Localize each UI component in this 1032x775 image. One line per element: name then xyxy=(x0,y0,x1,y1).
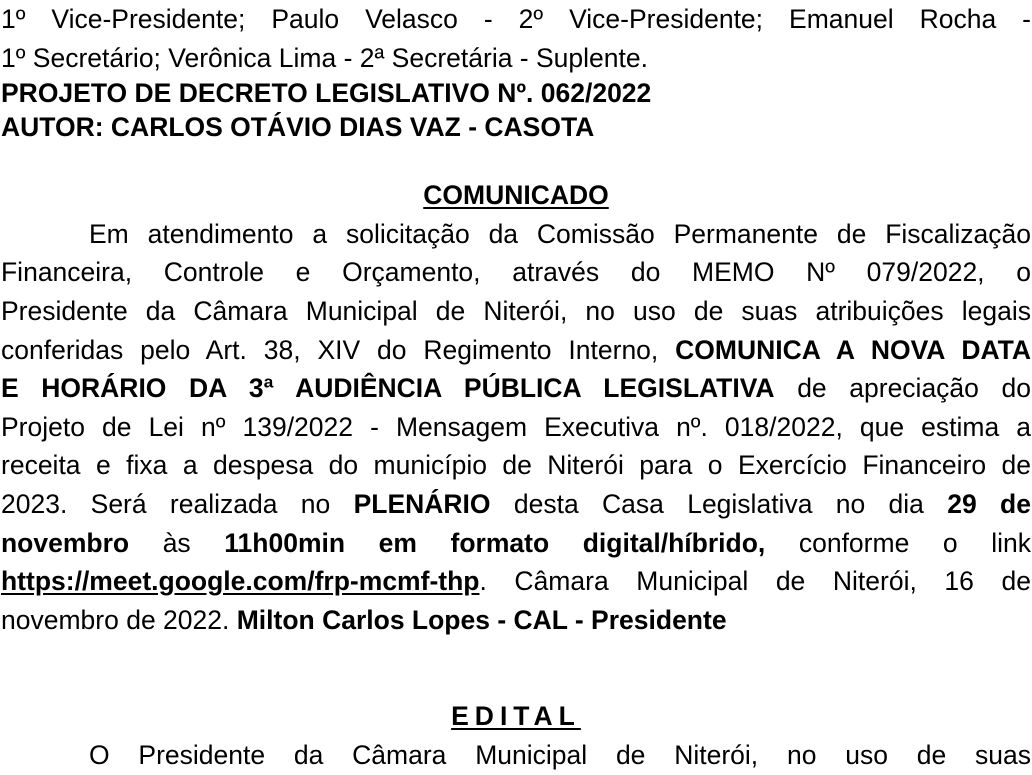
comunicado-text: desta Casa Legislativa no dia xyxy=(513,488,924,519)
comunicado-emphasis: novembro xyxy=(1,527,130,558)
comunicado-line-4 xyxy=(1,331,1031,370)
comunicado-title-row xyxy=(1,176,1031,215)
comunicado-emphasis: E HORÁRIO DA 3ª AUDIÊNCIA PÚBLICA LEGISLATIVA xyxy=(1,373,775,404)
edital-title-row xyxy=(1,697,1031,736)
comunicado-line-8 xyxy=(1,485,1031,524)
comunicado-title: COMUNICADO xyxy=(423,180,609,211)
comunicado-line-5 xyxy=(1,369,1031,408)
edital-title: EDITAL xyxy=(451,701,581,732)
author-heading: AUTOR: CARLOS OTÁVIO DIAS VAZ - CASOTA xyxy=(1,111,595,142)
comunicado-emphasis: COMUNICA A NOVA DATA xyxy=(675,334,1031,365)
signature-name: Milton Carlos Lopes - CAL - Presidente xyxy=(236,604,727,635)
comunicado-text: . Câmara Municipal de Niterói, 16 de xyxy=(479,566,1031,597)
comunicado-emphasis: 11h00min em formato digital/híbrido, xyxy=(224,527,766,558)
edital-line-1: O Presidente da Câmara Municipal de Niterói, no uso de suas xyxy=(89,739,1031,770)
comunicado-line-1: Em atendimento a solicitação da Comissão Permanente de Fiscalização xyxy=(89,218,1031,249)
comunicado-line-3: Presidente da Câmara Municipal de Niterói, no uso de suas atribuições legais xyxy=(1,295,1031,326)
comunicado-text: às xyxy=(162,527,191,558)
project-heading: PROJETO DE DECRETO LEGISLATIVO Nº. 062/2022 xyxy=(1,78,652,109)
header-line-2: 1º Secretário; Verônica Lima - 2ª Secretária - Suplente. xyxy=(1,42,648,73)
spacer xyxy=(1,639,1031,697)
comunicado-line-7: receita e fixa a despesa do município de Niterói para o Exercício Financeiro de xyxy=(1,450,1031,481)
comunicado-body xyxy=(1,215,1031,640)
comunicado-text: conferidas pelo Art. 38, XIV do Regimento Interno, xyxy=(1,334,659,365)
comunicado-text: de apreciação do xyxy=(797,373,1031,404)
comunicado-line-6: Projeto de Lei nº 139/2022 - Mensagem Executiva nº. 018/2022, que estima a xyxy=(1,411,1031,442)
comunicado-text: 2023. Será realizada no xyxy=(1,488,331,519)
comunicado-line-2: Financeira, Controle e Orçamento, através do MEMO Nº 079/2022, o xyxy=(1,257,1031,288)
comunicado-line-9 xyxy=(1,524,1031,563)
comunicado-emphasis: PLENÁRIO xyxy=(353,488,491,519)
spacer xyxy=(1,144,1031,176)
header-line-1: 1º Vice-Presidente; Paulo Velasco - 2º Vice-Presidente; Emanuel Rocha - xyxy=(1,4,1031,34)
comunicado-emphasis: 29 de xyxy=(947,488,1031,519)
meeting-link[interactable]: https://meet.google.com/frp-mcmf-thp xyxy=(1,566,480,597)
comunicado-line-11 xyxy=(1,601,1031,640)
comunicado-text: conforme o link xyxy=(798,527,1031,558)
comunicado-text: novembro de 2022. xyxy=(1,604,230,635)
comunicado-line-10 xyxy=(1,562,1031,601)
